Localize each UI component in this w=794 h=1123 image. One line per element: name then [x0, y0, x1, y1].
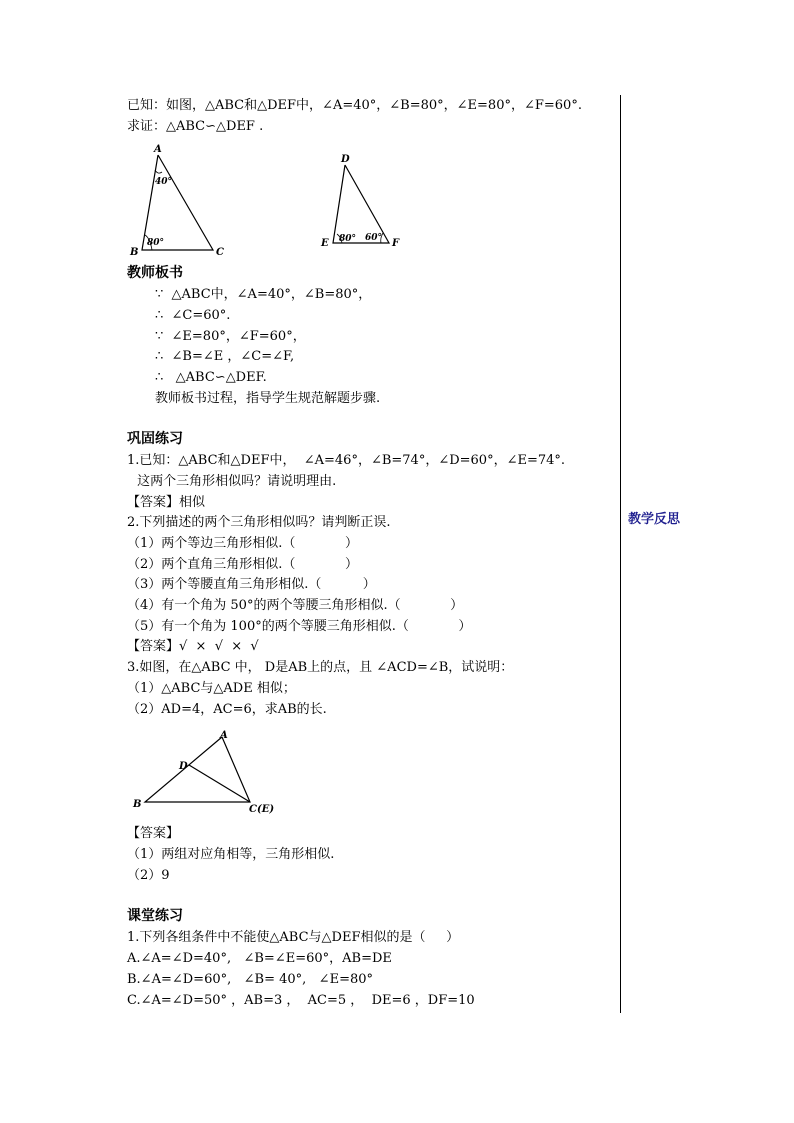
q2-item-1: （1）两个等边三角形相似.（ ）	[127, 536, 358, 551]
q3-answer-2: （2）9	[127, 868, 170, 883]
vertex-c-label: C	[216, 247, 224, 258]
board-line-5: ∴ △ABC∽△DEF.	[155, 370, 267, 385]
q2-item-3: （3）两个等腰直角三角形相似.（ ）	[127, 577, 376, 592]
consolidation-q3: 3.如图，在△ABC 中， D是AB上的点，且 ∠ACD=∠B，试说明：	[127, 660, 514, 675]
q2-item-2: （2）两个直角三角形相似.（ ）	[127, 557, 358, 572]
consolidation-q1-answer: 【答案】相似	[127, 495, 206, 510]
consolidation-q1: 1.已知：△ABC和△DEF中， ∠A=46°，∠B=74°，∠D=60°，∠E=74°.	[127, 453, 566, 468]
given-text: 已知：如图，△ABC和△DEF中，∠A=40°，∠B=80°，∠E=80°，∠F=60°.	[127, 98, 582, 113]
q2-item-5: （5）有一个角为 100°的两个等腰三角形相似.（ ）	[127, 619, 472, 634]
q3-item-1: （1）△ABC与△ADE 相似；	[127, 681, 296, 696]
vertex-d-label: D	[341, 154, 350, 165]
vertex-f-label: F	[392, 238, 400, 249]
classroom-option-b: B.∠A=∠D=60°, ∠B= 40°, ∠E=80°	[127, 972, 373, 987]
angle-e-label: 80°	[339, 234, 357, 244]
classroom-q1: 1.下列各组条件中不能使△ABC与△DEF相似的是（ ）	[127, 930, 460, 945]
vertex-a-label: A	[154, 144, 162, 155]
consolidation-q2: 2.下列描述的两个三角形相似吗？请判断正误.	[127, 515, 391, 530]
fig2-vertex-a-label: A	[220, 730, 228, 741]
board-line-4: ∴ ∠B=∠E ，∠C=∠F,	[155, 349, 295, 364]
angle-a-label: 40°	[155, 177, 173, 187]
q3-item-2: （2）AD=4，AC=6，求AB的长.	[127, 702, 327, 717]
fig2-vertex-d-label: D	[179, 761, 188, 772]
board-line-2: ∴ ∠C=60°.	[155, 308, 231, 323]
board-line-6: 教师板书过程，指导学生规范解题步骤.	[155, 391, 381, 406]
fig2-vertex-b-label: B	[133, 799, 142, 810]
consolidation-heading: 巩固练习	[127, 431, 183, 447]
angle-f-label: 60°	[365, 233, 383, 243]
board-line-3: ∵ ∠E=80°，∠F=60°，	[155, 329, 306, 344]
board-line-1: ∵ △ABC中，∠A=40°，∠B=80°，	[155, 287, 372, 302]
classroom-option-c: C.∠A=∠D=50° ，AB=3 ， AC=5 ， DE=6 ，DF=10	[127, 993, 475, 1008]
q3-answer-1: （1）两组对应角相等，三角形相似.	[127, 847, 335, 862]
classroom-heading: 课堂练习	[127, 908, 183, 924]
prove-text: 求证：△ABC∽△DEF .	[127, 119, 264, 134]
board-heading: 教师板书	[127, 265, 183, 281]
vertex-b-label: B	[130, 247, 139, 258]
q3-answer-heading: 【答案】	[127, 826, 180, 841]
vertex-e-label: E	[321, 238, 329, 249]
consolidation-q1-b: 这两个三角形相似吗？请说明理由.	[133, 474, 337, 489]
angle-b-label: 80°	[147, 238, 165, 248]
fig2-vertex-c-label: C(E)	[249, 804, 275, 815]
classroom-option-a: A.∠A=∠D=40°, ∠B=∠E=60°，AB=DE	[127, 951, 392, 966]
teaching-reflection-label: 教学反思	[628, 512, 681, 527]
q2-item-4: （4）有一个角为 50°的两个等腰三角形相似.（ ）	[127, 598, 464, 613]
consolidation-q2-answer: 【答案】√ × √ × √	[127, 639, 259, 654]
